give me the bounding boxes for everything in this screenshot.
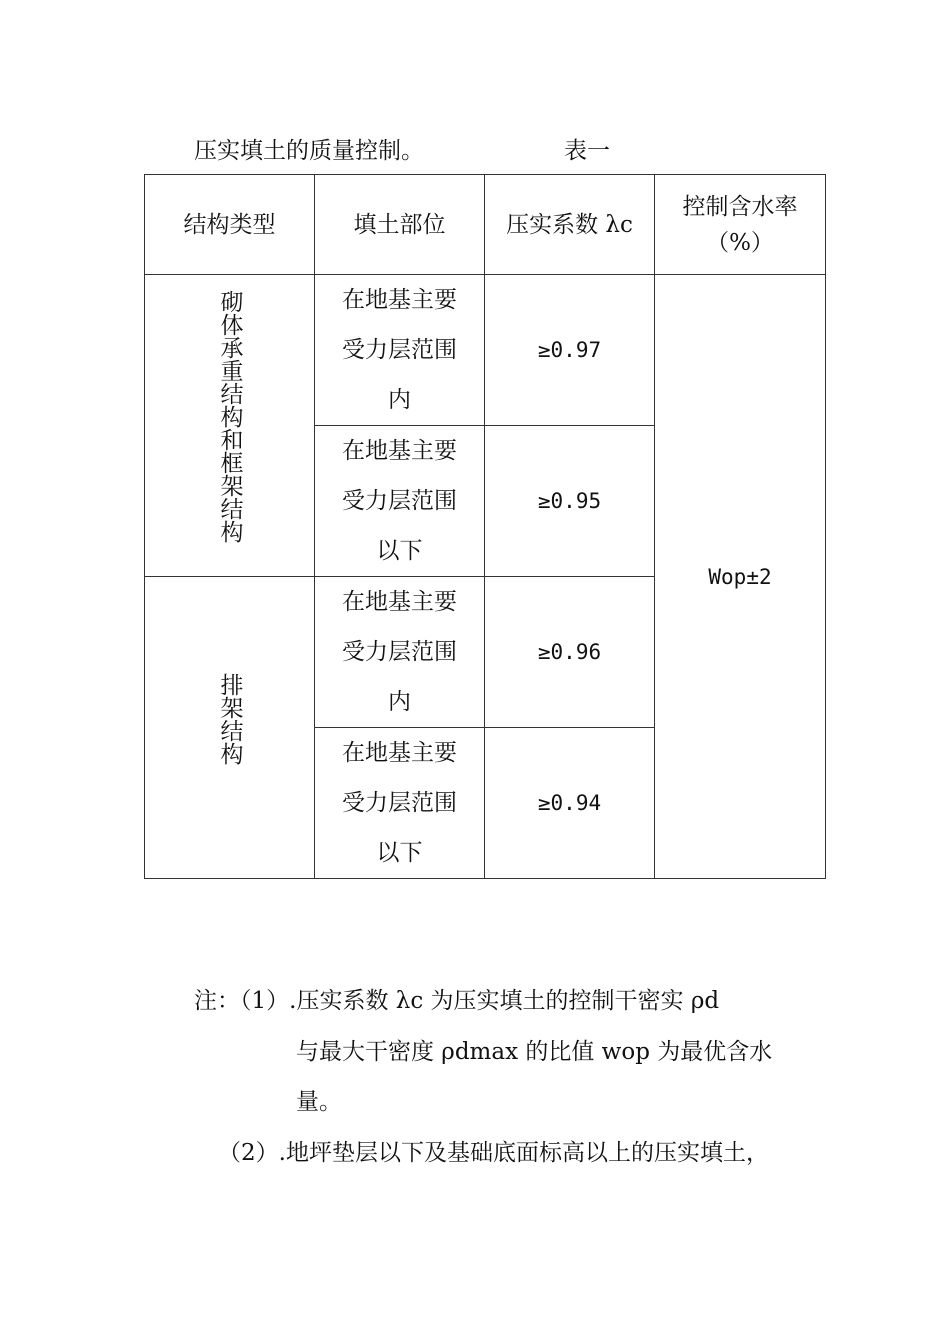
fill-location-line: 以下 — [376, 538, 423, 564]
fill-location-cell — [315, 426, 485, 577]
compaction-coefficient-cell: ≥0.97 — [485, 275, 655, 426]
compaction-quality-table — [144, 174, 826, 879]
table-row — [145, 275, 826, 426]
fill-location-cell — [315, 728, 485, 879]
fill-location-line: 在地基主要 — [342, 287, 457, 313]
note-line-1: 注：（1）.压实系数 λc 为压实填土的控制干密实 ρd — [194, 988, 720, 1014]
structure-type-cell — [145, 577, 315, 879]
note-line-4: （2）.地坪垫层以下及基础底面标高以上的压实填土， — [218, 1140, 769, 1166]
fill-location-line: 在地基主要 — [342, 740, 457, 766]
fill-location-line: 受力层范围 — [342, 639, 457, 665]
header-moisture-control — [655, 175, 826, 275]
fill-location-line: 在地基主要 — [342, 438, 457, 464]
fill-location-line: 内 — [388, 689, 411, 715]
note-line-3: 量。 — [296, 1089, 342, 1115]
fill-location-cell — [315, 275, 485, 426]
caption-title: 压实填土的质量控制。 — [194, 138, 424, 164]
compaction-coefficient-cell: ≥0.94 — [485, 728, 655, 879]
structure-type-label: 排架结构 — [216, 672, 243, 765]
header-moisture-unit: （%） — [706, 229, 774, 256]
table-header-row — [145, 175, 826, 275]
fill-location-line: 内 — [388, 387, 411, 413]
fill-location-line: 在地基主要 — [342, 589, 457, 615]
structure-type-label: 砌体承重结构和框架结构 — [216, 290, 243, 543]
compaction-coefficient-cell: ≥0.95 — [485, 426, 655, 577]
header-structure-type: 结构类型 — [145, 175, 315, 275]
fill-location-line: 以下 — [376, 840, 423, 866]
header-moisture-label: 控制含水率 — [682, 193, 798, 220]
structure-type-cell — [145, 275, 315, 577]
header-compaction-coefficient: 压实系数 λc — [485, 175, 655, 275]
header-fill-location: 填土部位 — [315, 175, 485, 275]
fill-location-line: 受力层范围 — [342, 337, 457, 363]
table-caption — [194, 133, 634, 169]
note-line-2: 与最大干密度 ρdmax 的比值 wop 为最优含水 — [296, 1039, 773, 1065]
caption-table-number: 表一 — [564, 138, 610, 164]
moisture-control-cell: Wop±2 — [655, 275, 826, 879]
fill-location-cell — [315, 577, 485, 728]
fill-location-line: 受力层范围 — [342, 790, 457, 816]
compaction-coefficient-cell: ≥0.96 — [485, 577, 655, 728]
fill-location-line: 受力层范围 — [342, 488, 457, 514]
